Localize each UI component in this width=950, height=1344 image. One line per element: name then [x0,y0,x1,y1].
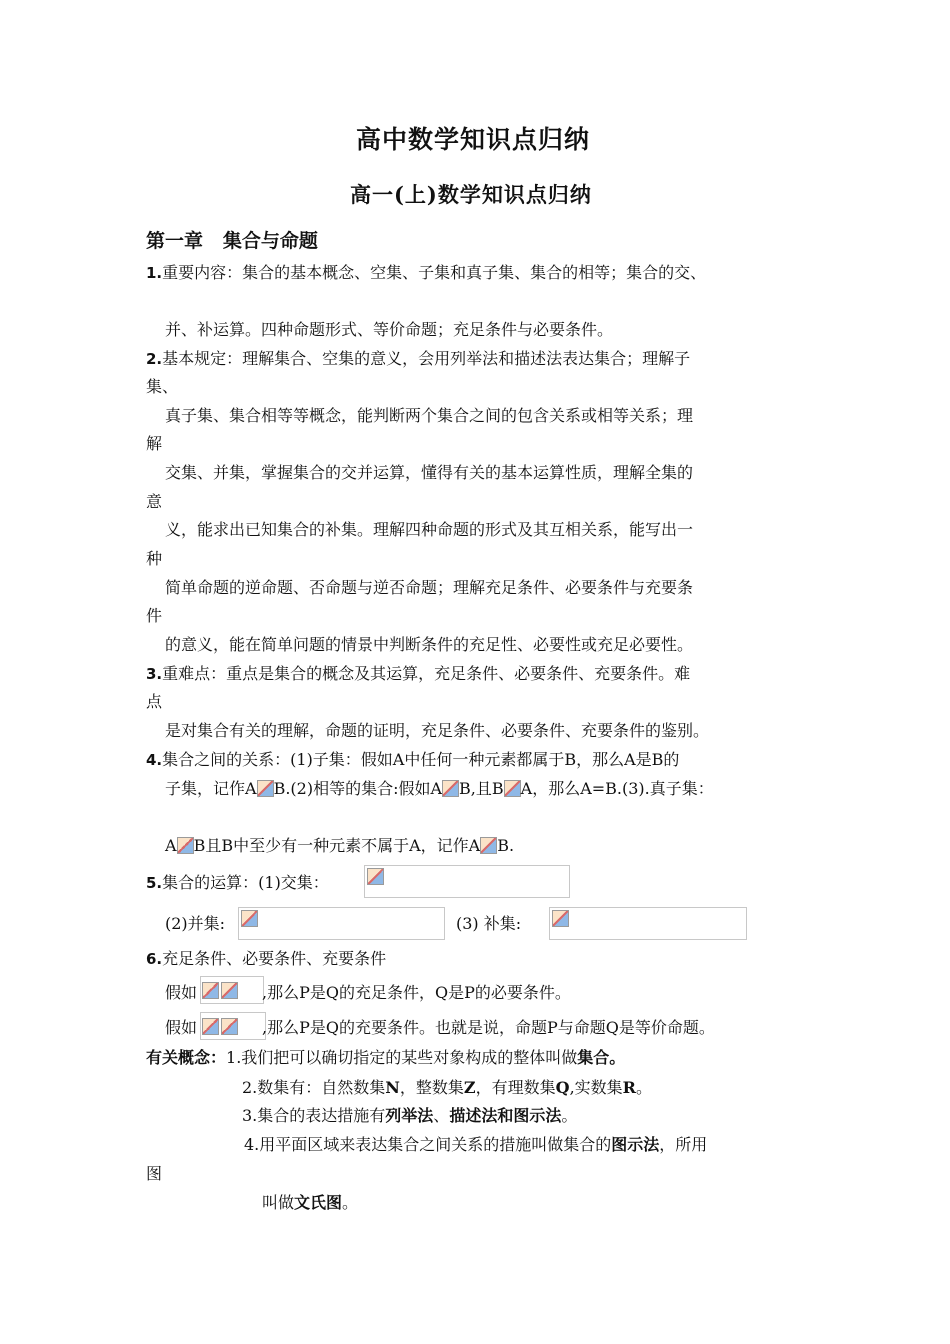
item-number: 3. [146,665,163,683]
proper-subset-symbol-image-icon [177,837,194,854]
concepts-wrap-4: 图 [146,1164,163,1183]
item-3-wrap-1: 点 [146,692,163,711]
subset-symbol-image-icon [504,780,521,797]
item-number: 5. [146,874,163,892]
concepts-line-4: 4.用平面区域来表达集合之间关系的措施叫做集合的图示法，所用 [244,1135,708,1154]
subset-symbol-image-icon [257,780,274,797]
concepts-line-5: 叫做文氏图。 [262,1193,359,1212]
broken-image-icon [367,868,384,885]
item-number: 4. [146,751,163,769]
complement-formula-image [549,907,747,940]
chapter-heading: 第一章 集合与命题 [146,230,318,252]
item-4-line-1: 4.集合之间的关系：(1)子集：假如A中任何一种元素都属于B，那么A是B的 [146,750,680,769]
item-2-wrap-3: 意 [146,492,163,511]
page-title: 高中数学知识点归纳 [356,125,591,154]
broken-image-icon [221,982,238,999]
item-number: 6. [146,950,163,968]
broken-image-icon [221,1018,238,1035]
subset-symbol-image-icon [442,780,459,797]
item-3-line-1: 3.重难点：重点是集合的概念及其运算，充足条件、必要条件、充要条件。难 [146,664,691,683]
item-2-wrap-1: 集、 [146,377,179,396]
item-5-line-3: (3) 补集: [456,914,522,933]
item-6-line-3: 假如 [165,1018,198,1037]
concepts-label: 有关概念： [146,1048,227,1067]
item-2-line-3: 交集、并集，掌握集合的交并运算，懂得有关的基本运算性质，理解全集的 [165,463,694,482]
item-4-line-3: A B且B中至少有一种元素不属于A，记作A B. [165,836,515,855]
broken-image-icon [202,1018,219,1035]
item-1-line-1: 1.重要内容：集合的基本概念、空集、子集和真子集、集合的相等；集合的交、 [146,263,707,282]
item-5-line-1: 5.集合的运算：(1)交集： [146,873,329,892]
concepts-line-1: 有关概念：1.我们把可以确切指定的某些对象构成的整体叫做集合。 [146,1048,626,1067]
item-6-line-1: 6.充足条件、必要条件、充要条件 [146,949,387,968]
item-2-line-1: 2.基本规定：理解集合、空集的意义，会用列举法和描述法表达集合；理解子 [146,349,691,368]
implication-formula-image [200,976,264,1004]
item-number: 2. [146,350,163,368]
page-subtitle: 高一(上)数学知识点归纳 [350,182,592,207]
broken-image-icon [241,910,258,927]
item-6-line-2b: ,那么P是Q的充足条件，Q是P的必要条件。 [262,983,571,1002]
item-1-line-2: 并、补运算。四种命题形式、等价命题；充足条件与必要条件。 [165,320,614,339]
item-2-wrap-4: 种 [146,549,163,568]
item-number: 1. [146,264,163,282]
concepts-line-2: 2.数集有：自然数集N，整数集Z，有理数集Q,实数集R。 [242,1078,652,1097]
item-2-line-6: 的意义，能在简单问题的情景中判断条件的充足性、必要性或充足必要性。 [165,635,694,654]
item-6-line-3b: ,那么P是Q的充要条件。也就是说，命题P与命题Q是等价命题。 [262,1018,715,1037]
item-2-line-5: 简单命题的逆命题、否命题与逆否命题；理解充足条件、必要条件与充要条 [165,578,694,597]
union-formula-image [238,907,445,940]
equivalence-formula-image [200,1012,266,1040]
broken-image-icon [552,910,569,927]
item-6-line-2: 假如 [165,983,198,1002]
proper-subset-symbol-image-icon [480,837,497,854]
item-2-wrap-5: 件 [146,606,163,625]
item-5-line-2: (2)并集: [165,914,226,933]
item-3-line-2: 是对集合有关的理解，命题的证明，充足条件、必要条件、充要条件的鉴别。 [165,721,710,740]
item-4-line-2: 子集，记作A B.(2)相等的集合:假如A B,且B A，那么A=B.(3).真子集： [165,779,714,798]
intersection-formula-image [364,865,570,898]
broken-image-icon [202,982,219,999]
item-2-line-4: 义，能求出已知集合的补集。理解四种命题的形式及其互相关系，能写出一 [165,520,694,539]
item-2-line-2: 真子集、集合相等等概念，能判断两个集合之间的包含关系或相等关系；理 [165,406,694,425]
item-2-wrap-2: 解 [146,434,163,453]
concepts-line-3: 3.集合的表达措施有列举法、描述法和图示法。 [242,1106,578,1125]
